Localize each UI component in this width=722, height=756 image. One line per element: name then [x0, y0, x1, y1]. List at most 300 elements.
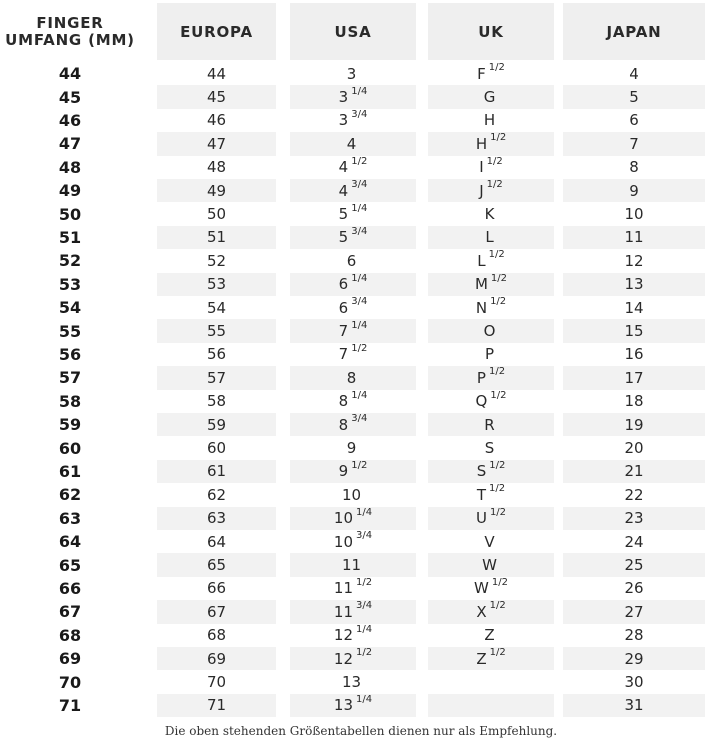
cell-value: V — [484, 532, 495, 551]
cell-mm — [0, 483, 140, 506]
cell-us — [290, 507, 416, 530]
cell-uk — [428, 436, 554, 459]
table-row — [0, 226, 722, 249]
cell-jp — [563, 109, 705, 132]
cell-us — [290, 319, 416, 342]
cell-fraction: 1/4 — [356, 623, 373, 635]
cell-eu — [157, 273, 276, 296]
cell-jp — [563, 296, 705, 319]
cell-eu — [157, 624, 276, 647]
cell-us — [290, 694, 416, 717]
cell-fraction: 1/2 — [488, 366, 506, 378]
cell-value: 57 — [58, 368, 82, 388]
cell-us — [290, 600, 416, 623]
cell-fraction: 1/4 — [356, 693, 373, 705]
cell-fraction: 1/2 — [356, 647, 373, 659]
cell-uk — [428, 62, 554, 85]
cell-mm — [0, 600, 140, 623]
cell-value: 11 — [333, 579, 353, 598]
cell-fraction: 1/2 — [351, 342, 368, 354]
cell-value: 59 — [58, 415, 82, 435]
cell-value: R — [484, 415, 495, 434]
cell-uk — [428, 202, 554, 225]
cell-us — [290, 366, 416, 389]
cell-jp — [563, 413, 705, 436]
cell-fraction: 3/4 — [356, 600, 373, 612]
cell-fraction: 1/2 — [486, 155, 503, 167]
cell-value: 8 — [346, 368, 357, 387]
cell-value: G — [483, 88, 496, 107]
cell-value: 56 — [206, 345, 227, 364]
cell-fraction: 3/4 — [356, 530, 373, 542]
cell-value: 30 — [624, 673, 644, 692]
cell-value: 69 — [58, 649, 82, 669]
cell-mm — [0, 179, 140, 202]
cell-eu — [157, 483, 276, 506]
cell-uk — [428, 343, 554, 366]
header-uk: UK — [428, 3, 554, 60]
cell-eu — [157, 343, 276, 366]
table-row — [0, 436, 722, 459]
cell-us — [290, 249, 416, 272]
cell-value: 6 — [629, 111, 639, 130]
cell-value: 22 — [624, 485, 644, 504]
cell-mm — [0, 366, 140, 389]
cell-value: 54 — [206, 298, 227, 317]
cell-uk — [428, 577, 554, 600]
cell-mm — [0, 343, 140, 366]
cell-us — [290, 273, 416, 296]
cell-us — [290, 647, 416, 670]
cell-fraction: 3/4 — [351, 296, 368, 308]
cell-value: 53 — [206, 275, 227, 294]
cell-jp — [563, 249, 705, 272]
cell-uk — [428, 460, 554, 483]
table-row — [0, 132, 722, 155]
cell-jp — [563, 273, 705, 296]
cell-value: 4 — [346, 134, 357, 153]
cell-jp — [563, 179, 705, 202]
cell-value: 48 — [58, 157, 82, 177]
cell-value: K — [484, 205, 495, 224]
cell-eu — [157, 156, 276, 179]
cell-value: 51 — [206, 228, 227, 247]
cell-us — [290, 156, 416, 179]
cell-mm — [0, 530, 140, 553]
cell-jp — [563, 577, 705, 600]
table-row — [0, 600, 722, 623]
cell-mm — [0, 390, 140, 413]
cell-jp — [563, 483, 705, 506]
cell-fraction: 1/2 — [489, 506, 507, 518]
cell-mm — [0, 694, 140, 717]
cell-value: J — [479, 181, 484, 200]
cell-us — [290, 670, 416, 693]
cell-uk — [428, 296, 554, 319]
cell-jp — [563, 530, 705, 553]
cell-value: 8 — [338, 392, 349, 411]
table-row — [0, 530, 722, 553]
cell-value: 45 — [206, 88, 227, 107]
cell-mm — [0, 460, 140, 483]
cell-value: 68 — [58, 625, 82, 645]
table-row — [0, 319, 722, 342]
cell-uk — [428, 530, 554, 553]
cell-value: 6 — [338, 298, 349, 317]
cell-value: 51 — [58, 227, 82, 247]
cell-uk — [428, 249, 554, 272]
cell-jp — [563, 670, 705, 693]
table-row — [0, 390, 722, 413]
table-row — [0, 62, 722, 85]
cell-jp — [563, 436, 705, 459]
cell-value: 10 — [341, 485, 362, 504]
cell-mm — [0, 202, 140, 225]
cell-us — [290, 460, 416, 483]
cell-value: N — [475, 298, 488, 317]
cell-fraction: 1/4 — [351, 389, 368, 401]
cell-value: M — [474, 275, 488, 294]
cell-value: 9 — [346, 439, 357, 458]
cell-value: 67 — [206, 602, 227, 621]
cell-value: L — [485, 228, 494, 247]
cell-jp — [563, 460, 705, 483]
cell-value: 7 — [338, 322, 349, 341]
cell-eu — [157, 109, 276, 132]
cell-jp — [563, 366, 705, 389]
cell-value: 64 — [58, 532, 82, 552]
cell-fraction: 1/4 — [356, 506, 373, 518]
cell-value: 29 — [624, 649, 644, 668]
cell-us — [290, 436, 416, 459]
cell-value: H — [475, 134, 488, 153]
cell-value: 71 — [58, 695, 82, 715]
cell-value: 45 — [58, 87, 82, 107]
cell-fraction: 1/2 — [489, 459, 506, 471]
cell-value: 70 — [206, 673, 227, 692]
cell-value: 12 — [333, 626, 353, 645]
cell-fraction: 1/4 — [351, 202, 368, 214]
cell-value: 11 — [341, 556, 362, 575]
cell-value: S — [476, 462, 487, 481]
cell-eu — [157, 413, 276, 436]
cell-eu — [157, 296, 276, 319]
cell-jp — [563, 202, 705, 225]
cell-value: 10 — [624, 205, 644, 224]
cell-us — [290, 553, 416, 576]
cell-mm — [0, 109, 140, 132]
cell-value: 12 — [333, 649, 353, 668]
cell-mm — [0, 413, 140, 436]
cell-mm — [0, 273, 140, 296]
cell-value: 69 — [206, 649, 227, 668]
cell-fraction: 1/2 — [488, 62, 505, 74]
cell-value: 19 — [624, 415, 644, 434]
cell-uk — [428, 600, 554, 623]
cell-value: 24 — [624, 532, 644, 551]
cell-fraction: 1/2 — [351, 459, 368, 471]
cell-mm — [0, 226, 140, 249]
cell-uk — [428, 226, 554, 249]
cell-us — [290, 483, 416, 506]
cell-eu — [157, 390, 276, 413]
cell-eu — [157, 670, 276, 693]
cell-value: 52 — [58, 251, 82, 271]
cell-mm — [0, 647, 140, 670]
cell-value: O — [483, 322, 496, 341]
cell-value: 31 — [624, 696, 644, 715]
cell-value: 55 — [206, 322, 227, 341]
cell-value: 63 — [206, 509, 227, 528]
cell-eu — [157, 202, 276, 225]
cell-value: 57 — [206, 368, 227, 387]
header-europa: EUROPA — [157, 3, 276, 60]
cell-uk — [428, 413, 554, 436]
cell-value: 58 — [58, 391, 82, 411]
cell-eu — [157, 600, 276, 623]
cell-uk — [428, 694, 554, 717]
cell-fraction: 1/2 — [488, 249, 505, 261]
cell-value: 3 — [338, 111, 349, 130]
cell-uk — [428, 553, 554, 576]
cell-value: 44 — [206, 64, 227, 83]
cell-value: 7 — [338, 345, 349, 364]
cell-value: 48 — [206, 158, 227, 177]
cell-eu — [157, 179, 276, 202]
cell-uk — [428, 366, 554, 389]
cell-value: U — [475, 509, 487, 528]
header-usa: USA — [290, 3, 416, 60]
cell-us — [290, 343, 416, 366]
cell-eu — [157, 436, 276, 459]
cell-mm — [0, 436, 140, 459]
cell-value: 8 — [338, 415, 349, 434]
cell-us — [290, 109, 416, 132]
cell-uk — [428, 624, 554, 647]
cell-value: I — [479, 158, 484, 177]
cell-fraction: 1/4 — [351, 319, 368, 331]
cell-value: 66 — [206, 579, 227, 598]
cell-value: 13 — [341, 673, 362, 692]
cell-mm — [0, 507, 140, 530]
cell-value: 27 — [624, 602, 644, 621]
cell-value: 20 — [624, 439, 644, 458]
cell-fraction: 1/2 — [489, 600, 506, 612]
cell-jp — [563, 85, 705, 108]
cell-value: H — [483, 111, 496, 130]
cell-value: X — [476, 602, 487, 621]
cell-us — [290, 577, 416, 600]
table-row — [0, 507, 722, 530]
cell-value: 60 — [58, 438, 82, 458]
cell-value: 5 — [629, 88, 639, 107]
cell-eu — [157, 530, 276, 553]
cell-fraction: 1/2 — [486, 179, 503, 191]
table-row — [0, 460, 722, 483]
table-row — [0, 249, 722, 272]
cell-value: Q — [475, 392, 488, 411]
cell-uk — [428, 670, 554, 693]
cell-jp — [563, 624, 705, 647]
cell-value: 12 — [624, 251, 644, 270]
header-japan: JAPAN — [563, 3, 705, 60]
cell-value: W — [474, 579, 489, 598]
cell-value: 67 — [58, 602, 82, 622]
cell-value: 9 — [629, 181, 639, 200]
cell-fraction: 1/2 — [489, 647, 506, 659]
cell-us — [290, 624, 416, 647]
cell-jp — [563, 62, 705, 85]
cell-eu — [157, 366, 276, 389]
cell-eu — [157, 694, 276, 717]
cell-uk — [428, 647, 554, 670]
cell-us — [290, 296, 416, 319]
cell-value: 44 — [58, 64, 82, 84]
table-row — [0, 85, 722, 108]
cell-uk — [428, 132, 554, 155]
cell-us — [290, 202, 416, 225]
cell-value: 62 — [206, 485, 227, 504]
cell-jp — [563, 226, 705, 249]
cell-us — [290, 179, 416, 202]
cell-value: 26 — [624, 579, 644, 598]
table-row — [0, 179, 722, 202]
cell-value: 55 — [58, 321, 82, 341]
cell-value: 4 — [338, 158, 349, 177]
cell-fraction: 1/2 — [489, 483, 506, 495]
cell-value: 49 — [206, 181, 227, 200]
cell-fraction: 1/2 — [351, 155, 368, 167]
cell-fraction: 3/4 — [351, 108, 368, 120]
cell-value: 10 — [333, 532, 353, 551]
cell-value: S — [484, 439, 495, 458]
table-row — [0, 553, 722, 576]
table-row — [0, 109, 722, 132]
cell-fraction: 3/4 — [351, 179, 368, 191]
cell-value: 49 — [58, 181, 82, 201]
cell-value: 5 — [338, 205, 349, 224]
cell-eu — [157, 647, 276, 670]
cell-us — [290, 530, 416, 553]
cell-value: 58 — [206, 392, 227, 411]
cell-uk — [428, 507, 554, 530]
cell-value: 9 — [338, 462, 349, 481]
cell-value: 6 — [338, 275, 349, 294]
cell-value: 11 — [333, 602, 353, 621]
cell-jp — [563, 553, 705, 576]
cell-fraction: 1/2 — [356, 576, 373, 588]
table-row — [0, 694, 722, 717]
cell-value: 5 — [338, 228, 349, 247]
table-row — [0, 296, 722, 319]
cell-eu — [157, 460, 276, 483]
footnote: Die oben stehenden Größentabellen dienen nur als Empfehlung. — [164, 724, 558, 738]
table-row — [0, 273, 722, 296]
cell-value: 46 — [206, 111, 227, 130]
cell-eu — [157, 62, 276, 85]
cell-value: 61 — [206, 462, 227, 481]
cell-value: 10 — [333, 509, 353, 528]
cell-mm — [0, 296, 140, 319]
cell-value: 6 — [346, 251, 357, 270]
table-row — [0, 202, 722, 225]
cell-value: P — [484, 345, 495, 364]
cell-value: 52 — [206, 251, 227, 270]
cell-value: 14 — [624, 298, 644, 317]
cell-mm — [0, 577, 140, 600]
cell-jp — [563, 343, 705, 366]
cell-fraction: 1/2 — [490, 389, 507, 401]
cell-fraction: 1/4 — [351, 272, 368, 284]
table-row — [0, 413, 722, 436]
cell-value: 68 — [206, 626, 227, 645]
cell-uk — [428, 483, 554, 506]
cell-value: 25 — [624, 556, 644, 575]
cell-value: 66 — [58, 578, 82, 598]
cell-value: 18 — [624, 392, 644, 411]
cell-value: 23 — [624, 509, 644, 528]
cell-value: 47 — [206, 134, 227, 153]
cell-mm — [0, 670, 140, 693]
table-row — [0, 343, 722, 366]
cell-eu — [157, 577, 276, 600]
cell-value: 4 — [629, 64, 639, 83]
cell-eu — [157, 507, 276, 530]
cell-value: 50 — [58, 204, 82, 224]
cell-eu — [157, 249, 276, 272]
cell-uk — [428, 273, 554, 296]
cell-value: 16 — [624, 345, 644, 364]
cell-fraction: 1/2 — [491, 576, 508, 588]
cell-us — [290, 413, 416, 436]
cell-us — [290, 132, 416, 155]
cell-eu — [157, 226, 276, 249]
cell-mm — [0, 249, 140, 272]
cell-value: Z — [484, 626, 495, 645]
cell-fraction: 1/2 — [490, 272, 508, 284]
cell-value: 53 — [58, 274, 82, 294]
cell-value: 17 — [624, 368, 644, 387]
table-row — [0, 647, 722, 670]
cell-value: W — [482, 556, 497, 575]
cell-value: 46 — [58, 110, 82, 130]
cell-value: 61 — [58, 461, 82, 481]
cell-value: 7 — [629, 134, 639, 153]
cell-fraction: 3/4 — [351, 225, 368, 237]
table-row — [0, 156, 722, 179]
cell-uk — [428, 109, 554, 132]
table-row — [0, 483, 722, 506]
cell-us — [290, 85, 416, 108]
cell-mm — [0, 553, 140, 576]
cell-value: T — [476, 485, 487, 504]
cell-jp — [563, 600, 705, 623]
cell-value: 63 — [58, 508, 82, 528]
cell-value: P — [476, 368, 486, 387]
cell-value: F — [477, 64, 486, 83]
cell-value: 62 — [58, 485, 82, 505]
cell-value: 3 — [346, 64, 357, 83]
cell-mm — [0, 132, 140, 155]
cell-uk — [428, 156, 554, 179]
header-finger-umfang: FINGER UMFANG (MM) — [0, 3, 140, 60]
cell-fraction: 1/2 — [490, 296, 507, 308]
cell-jp — [563, 507, 705, 530]
cell-us — [290, 390, 416, 413]
cell-fraction: 1/2 — [490, 132, 507, 144]
cell-jp — [563, 156, 705, 179]
cell-value: 13 — [624, 275, 644, 294]
